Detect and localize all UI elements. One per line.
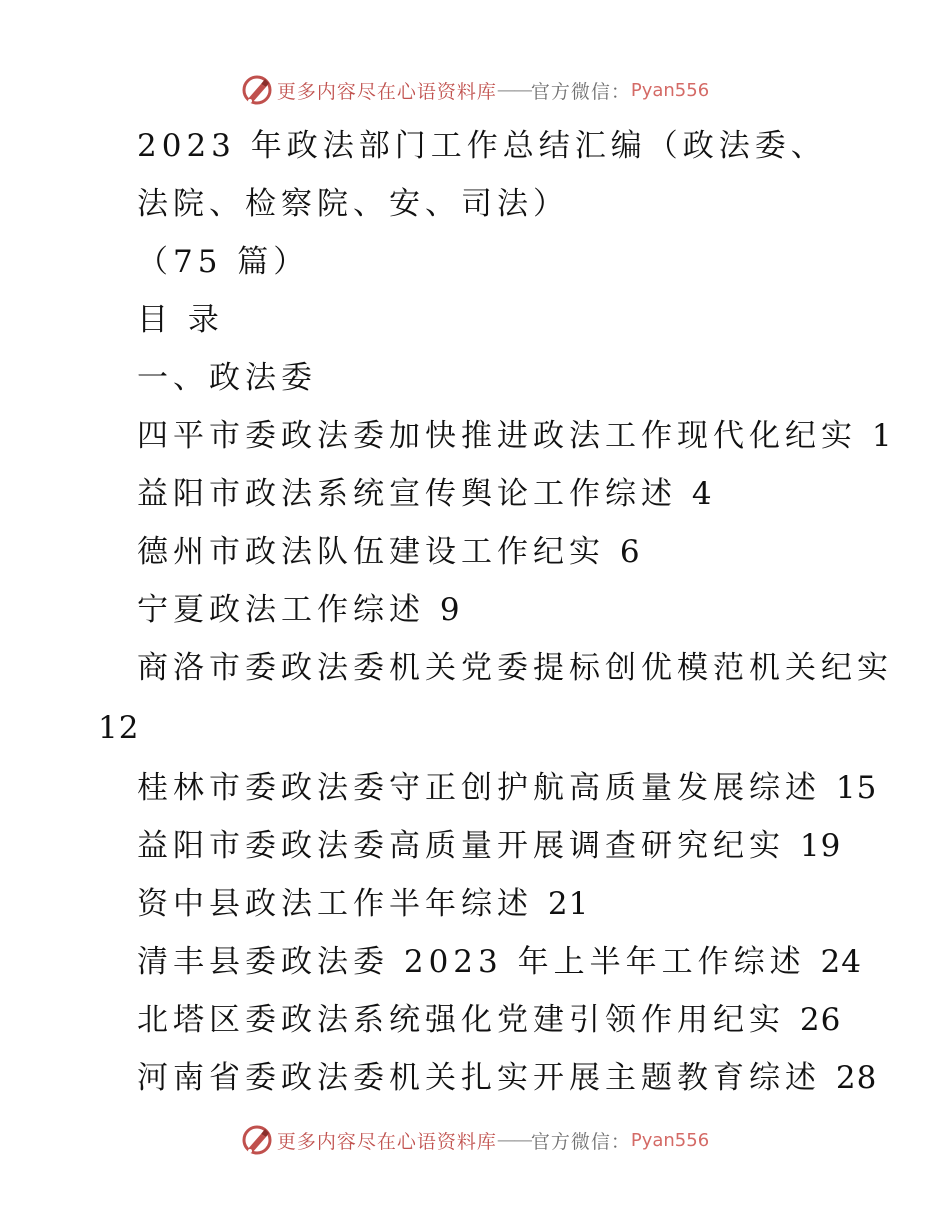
toc-entry-title: 四平市委政法委加快推进政法工作现代化纪实 xyxy=(137,418,857,454)
watermark-text: 更多内容尽在心语资料库 xyxy=(276,80,497,103)
toc-entry-title: 河南省委政法委机关扎实开展主题教育综述 xyxy=(137,1060,821,1096)
toc-entry xyxy=(137,416,893,456)
watermark-id: Pyan556 xyxy=(630,79,710,101)
toc-entry-title: 宁夏政法工作综述 xyxy=(137,592,425,628)
toc-entry xyxy=(137,590,461,630)
toc-entry-page: 6 xyxy=(619,534,641,570)
toc-entry-page: 1 xyxy=(871,418,893,454)
toc-entry-title: 商洛市委政法委机关党委提标创优模范机关纪实 xyxy=(137,650,893,686)
watermark-dash: —— xyxy=(496,79,531,101)
pen-logo-icon xyxy=(241,1124,273,1156)
toc-entry xyxy=(137,826,841,866)
toc-entry xyxy=(137,532,641,572)
toc-entry-title: 益阳市委政法委高质量开展调查研究纪实 xyxy=(137,828,785,864)
watermark-label: 官方微信： xyxy=(530,80,631,103)
toc-entry-title: 桂林市委政法委守正创护航高质量发展综述 xyxy=(137,770,821,806)
toc-entry xyxy=(137,1058,877,1098)
toc-entry xyxy=(137,884,589,924)
toc-entry-page: 12 xyxy=(98,710,140,746)
watermark-banner-top xyxy=(0,70,950,110)
doc-count: （75 篇） xyxy=(137,244,310,280)
toc-heading: 目 录 xyxy=(137,302,224,338)
toc-entry-title: 清丰县委政法委 2023 年上半年工作综述 xyxy=(137,944,806,980)
watermark-banner-bottom xyxy=(0,1120,950,1160)
toc-entry-page: 21 xyxy=(547,886,590,922)
toc-entry-page: 28 xyxy=(835,1060,878,1096)
toc-entry-page: 24 xyxy=(820,944,862,980)
toc-entry xyxy=(137,474,713,514)
pen-logo-icon xyxy=(241,74,273,106)
toc-entry-title: 益阳市政法系统宣传舆论工作综述 xyxy=(137,476,677,512)
toc-entry-page: 26 xyxy=(799,1002,842,1038)
doc-title-line2: 法院、检察院、安、司法） xyxy=(137,186,569,222)
toc-entry-page: 15 xyxy=(835,770,878,806)
watermark-id: Pyan556 xyxy=(630,1129,710,1151)
toc-entry xyxy=(137,1000,841,1040)
toc-entry-title: 资中县政法工作半年综述 xyxy=(137,886,533,922)
toc-entry-title: 德州市政法队伍建设工作纪实 xyxy=(137,534,605,570)
toc-entry xyxy=(137,942,862,982)
toc-entry-page: 4 xyxy=(691,476,713,512)
watermark-label: 官方微信： xyxy=(530,1130,631,1153)
watermark-dash: —— xyxy=(496,1129,531,1151)
section-heading: 一、政法委 xyxy=(137,360,317,396)
toc-entry-title: 北塔区委政法系统强化党建引领作用纪实 xyxy=(137,1002,785,1038)
toc-entry-page: 19 xyxy=(799,828,842,864)
watermark-text: 更多内容尽在心语资料库 xyxy=(276,1130,497,1153)
doc-title-line1: 2023 年政法部门工作总结汇编（政法委、 xyxy=(137,128,827,164)
toc-entry xyxy=(137,768,877,808)
toc-entry-page: 9 xyxy=(439,592,461,628)
